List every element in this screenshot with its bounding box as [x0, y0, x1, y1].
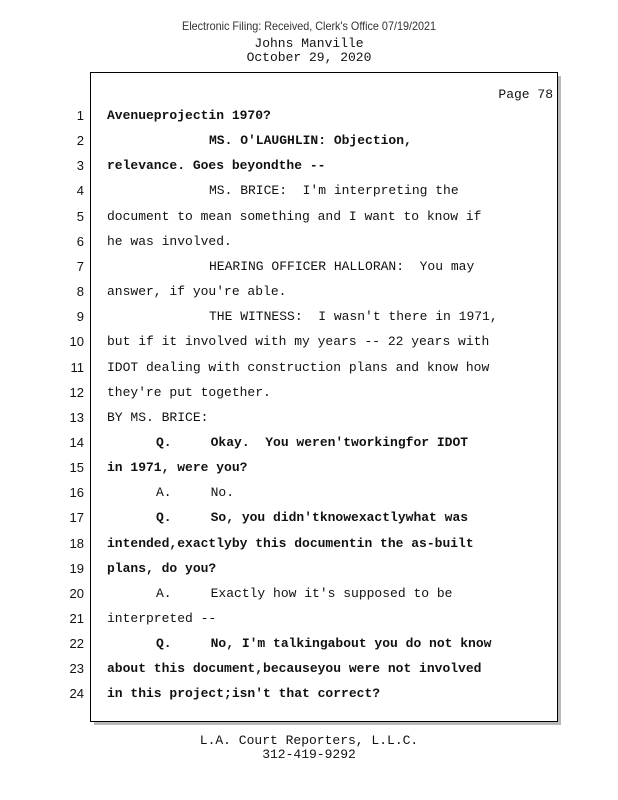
- line-number: 21: [69, 611, 84, 626]
- transcript-line: [0, 257, 618, 279]
- line-text: HEARING OFFICER HALLORAN: You may: [209, 258, 475, 274]
- line-number: 23: [69, 661, 84, 677]
- line-number: 9: [76, 309, 84, 325]
- transcript-line: [0, 131, 618, 153]
- line-text: in this project;isn't that correct?: [107, 686, 381, 702]
- line-number: 20: [69, 585, 84, 601]
- filing-stamp: Electronic Filing: Received, Clerk's Office 07/19/2021: [182, 19, 436, 33]
- line-number: 14: [69, 434, 84, 450]
- transcript-line: [0, 659, 618, 681]
- line-text: Q. No, I'm talkingabout you do not know: [156, 636, 492, 652]
- line-number: 7: [76, 258, 84, 274]
- line-text: document to mean something and I want to know if: [107, 208, 482, 224]
- transcript-line: [0, 458, 618, 480]
- line-number: 17: [69, 510, 84, 526]
- line-text: interpreted --: [107, 611, 217, 626]
- transcript-line: [0, 307, 618, 329]
- header-date: October 29, 2020: [246, 50, 372, 65]
- transcript-line: [0, 508, 618, 530]
- line-number: 22: [69, 636, 84, 652]
- line-text: relevance. Goes beyondthe --: [107, 158, 326, 174]
- line-number: 3: [76, 158, 84, 174]
- transcript-line: [0, 433, 618, 455]
- transcript-line: [0, 584, 618, 606]
- footer-phone: 312-419-9292: [262, 747, 356, 762]
- line-text: IDOT dealing with construction plans and know how: [107, 359, 490, 375]
- transcript-line: [0, 332, 618, 354]
- transcript-line: [0, 483, 618, 505]
- line-number: 12: [69, 384, 84, 400]
- line-text: THE WITNESS: I wasn't there in 1971,: [209, 309, 498, 325]
- line-text: answer, if you're able.: [107, 284, 287, 299]
- line-text: in 1971, were you?: [107, 460, 248, 476]
- line-number: 24: [69, 686, 84, 702]
- line-number: 19: [69, 560, 84, 576]
- transcript-line: [0, 207, 618, 229]
- line-number: 1: [76, 108, 84, 123]
- transcript-line: [0, 684, 618, 706]
- line-text: but if it involved with my years -- 22 years with: [107, 334, 490, 350]
- line-number: 6: [76, 233, 84, 249]
- line-number: 16: [69, 485, 84, 501]
- transcript-line: [0, 282, 618, 304]
- line-text: BY MS. BRICE:: [107, 409, 209, 425]
- transcript-line: [0, 559, 618, 581]
- line-text: MS. BRICE: I'm interpreting the: [209, 183, 459, 199]
- transcript-line: [0, 106, 618, 128]
- line-text: Avenueprojectin 1970?: [107, 108, 271, 123]
- line-number: 4: [76, 183, 84, 199]
- transcript-line: [0, 408, 618, 430]
- line-number: 10: [69, 334, 84, 350]
- transcript-line: [0, 383, 618, 405]
- transcript-line: [0, 358, 618, 380]
- footer-reporter: L.A. Court Reporters, L.L.C.: [199, 733, 419, 748]
- line-text: they're put together.: [107, 384, 271, 400]
- line-text: Q. Okay. You weren'tworkingfor IDOT: [156, 434, 469, 450]
- line-text: MS. O'LAUGHLIN: Objection,: [209, 133, 412, 149]
- line-text: plans, do you?: [107, 560, 217, 576]
- line-text: Q. So, you didn'tknowexactlywhat was: [156, 510, 469, 526]
- header-case-name: Johns Manville: [254, 36, 364, 51]
- transcript-line: [0, 156, 618, 178]
- line-number: 18: [69, 535, 84, 551]
- line-number: 2: [76, 133, 84, 149]
- page-number: Page 78: [498, 87, 553, 102]
- line-number: 8: [76, 284, 84, 299]
- transcript-line: [0, 609, 618, 631]
- transcript-line: [0, 634, 618, 656]
- line-text: A. No.: [156, 485, 235, 501]
- line-number: 11: [70, 359, 84, 375]
- line-number: 5: [76, 208, 84, 224]
- transcript-line: [0, 534, 618, 556]
- line-text: A. Exactly how it's supposed to be: [156, 585, 453, 601]
- transcript-line: [0, 181, 618, 203]
- line-number: 13: [69, 409, 84, 425]
- line-text: about this document,becauseyou were not involved: [107, 661, 482, 677]
- transcript-line: [0, 232, 618, 254]
- line-text: he was involved.: [107, 233, 232, 249]
- line-text: intended,exactlyby this documentin the as-built: [107, 535, 474, 551]
- line-number: 15: [69, 460, 84, 476]
